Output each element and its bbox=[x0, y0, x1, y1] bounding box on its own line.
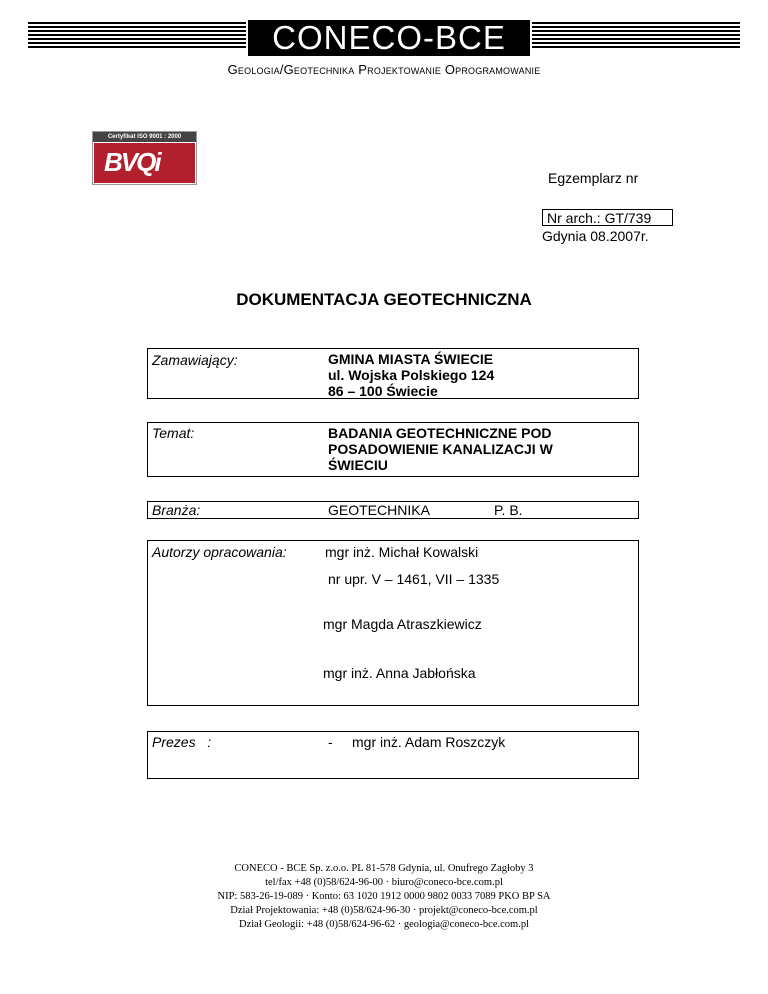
footer-bank: NIP: 583-26-19-089 · Konto: 63 1020 1912 0000 9802 0033 7089 PKO BP SA bbox=[217, 891, 551, 902]
bvqi-logo bbox=[94, 143, 195, 183]
footer-geology-dept: Dział Geologii: +48 (0)58/624-96-62 · geologia@coneco-bce.com.pl bbox=[239, 919, 529, 930]
author-2: mgr Magda Atraszkiewicz bbox=[323, 616, 482, 632]
footer-phone: tel/fax +48 (0)58/624-96-00 · biuro@coneco-bce.com.pl bbox=[265, 877, 503, 888]
city-date: Gdynia 08.2007r. bbox=[542, 228, 649, 244]
footer-address: CONECO - BCE Sp. z.o.o. PL 81-578 Gdynia, ul. Onufrego Zagłoby 3 bbox=[234, 863, 534, 874]
authors-label: Autorzy opracowania: bbox=[152, 544, 287, 560]
company-logo: CONECO-BCE bbox=[248, 20, 530, 56]
archive-number: Nr arch.: GT/739 bbox=[542, 209, 673, 226]
author-1-permit: nr upr. V – 1461, VII – 1335 bbox=[328, 571, 500, 587]
copy-number-label: Egzemplarz nr bbox=[548, 170, 639, 186]
topic-line-1: BADANIA GEOTECHNICZNE POD bbox=[328, 425, 552, 441]
client-name: GMINA MIASTA ŚWIECIE bbox=[328, 351, 494, 367]
document-title: DOKUMENTACJA GEOTECHNICZNA bbox=[236, 290, 532, 309]
company-footer bbox=[0, 862, 768, 932]
certificate-caption: Certyfikat ISO 9001 : 2000 bbox=[93, 132, 196, 142]
client-street: ul. Wojska Polskiego 124 bbox=[328, 367, 495, 383]
company-tagline: Geologia/Geotechnika Projektowanie Oprogramowanie bbox=[227, 62, 541, 77]
president-dash: - bbox=[328, 734, 333, 750]
logo-stripes-right bbox=[532, 22, 740, 52]
branch-code: P. B. bbox=[494, 502, 523, 518]
topic-line-3: ŚWIECIU bbox=[328, 457, 388, 473]
client-city: 86 – 100 Świecie bbox=[328, 383, 438, 399]
branch-value: GEOTECHNIKA bbox=[328, 502, 430, 518]
branch-label: Branża: bbox=[152, 502, 201, 518]
iso-certificate-badge bbox=[92, 131, 197, 185]
bvqi-logo-text: BVQi bbox=[104, 147, 160, 177]
client-label: Zamawiający: bbox=[152, 352, 238, 368]
author-3: mgr inż. Anna Jabłońska bbox=[323, 665, 476, 681]
topic-label: Temat: bbox=[152, 425, 195, 441]
president-label: Prezes : bbox=[152, 734, 212, 750]
logo-stripes-left bbox=[28, 22, 246, 52]
president-name: mgr inż. Adam Roszczyk bbox=[352, 734, 506, 750]
author-1: mgr inż. Michał Kowalski bbox=[325, 544, 479, 560]
topic-line-2: POSADOWIENIE KANALIZACJI W bbox=[328, 441, 553, 457]
footer-design-dept: Dział Projektowania: +48 (0)58/624-96-30 · projekt@coneco-bce.com.pl bbox=[230, 905, 538, 916]
